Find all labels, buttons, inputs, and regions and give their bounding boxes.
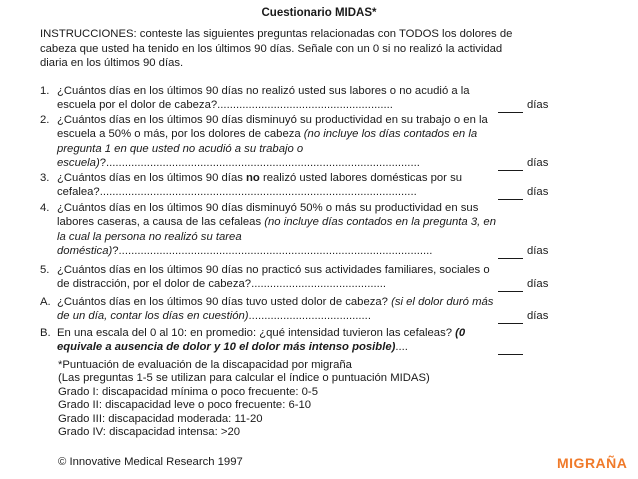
question-number: B. xyxy=(40,327,51,339)
unit-label: días xyxy=(527,310,549,322)
question-text xyxy=(57,171,501,200)
instructions: INSTRUCCIONES: conteste las siguientes preguntas relacionadas con TODOS los dolores de cabeza que usted ha tenido en los últimos 90 días. Señale con un 0 si no realizó la actividad diaria en los últimos 90 días. xyxy=(40,28,513,69)
answer-blank[interactable] xyxy=(498,158,523,171)
note-line: (Las preguntas 1-5 se utilizan para calcular el índice o puntuación MIDAS) xyxy=(58,372,430,385)
leader-dots: ........................................................ xyxy=(217,99,393,112)
answer-blank[interactable] xyxy=(498,342,523,355)
question-text-main: ¿Cuántos días en los últimos 90 días tuvo usted dolor de cabeza? xyxy=(57,296,392,308)
question-text-main: ¿Cuántos días en los últimos 90 días no practicó sus actividades familiares, sociales o de distracción, por el dolor de cabeza? xyxy=(57,264,490,291)
answer-blank[interactable] xyxy=(498,187,523,200)
copyright: © Innovative Medical Research 1997 xyxy=(58,456,243,468)
note-line: Grado IV: discapacidad intensa: >20 xyxy=(58,426,241,439)
question-text xyxy=(57,113,501,171)
question-text-note: (no incluye los días contados en la pregunta 1 en que usted no acudió a su trabajo o escuela) xyxy=(57,128,478,170)
question-text-note: (no incluye días contados en la pregunta 3, en la cual la persona no realizó su tarea doméstica) xyxy=(57,216,496,258)
question-text-bold: no xyxy=(246,172,260,184)
question-text-main: ¿Cuántos días en los últimos 90 días disminuyó su productividad en su trabajo o en la escuela a 50% o más, por los dolores de cabeza xyxy=(57,114,488,141)
question-number: 3. xyxy=(40,172,50,184)
question-text-note: (0 equivale a ausencia de dolor y 10 el dolor más intenso posible) xyxy=(57,327,466,354)
leader-dots: .................................................................................................... xyxy=(118,245,433,258)
scoring-notes xyxy=(58,359,498,439)
question-text-main: ¿Cuántos días en los últimos 90 días xyxy=(57,172,247,184)
answer-blank[interactable] xyxy=(498,100,523,113)
question-text xyxy=(57,326,501,355)
question-text xyxy=(57,201,501,259)
leader-dots: ..................................................................................................... xyxy=(99,186,417,199)
page-title: Cuestionario MIDAS* xyxy=(261,7,377,19)
leader-dots: .... xyxy=(395,341,408,354)
question-text-end: ? xyxy=(99,157,106,170)
question-text xyxy=(57,84,501,113)
question-text-main: ¿Cuántos días en los últimos 90 días no realizó usted sus labores o no acudió a la escuela por el dolor de cabeza? xyxy=(57,85,470,112)
leader-dots: .................................................................................................... xyxy=(106,157,420,170)
note-line: Grado III: discapacidad moderada: 11-20 xyxy=(58,412,263,425)
unit-label: días xyxy=(527,157,549,169)
unit-label: días xyxy=(527,186,549,198)
brand-label: MIGRAÑA xyxy=(557,455,628,471)
note-line: *Puntuación de evaluación de la discapacidad por migraña xyxy=(58,359,352,371)
answer-blank[interactable] xyxy=(498,279,523,292)
note-line: Grado II: discapacidad leve o poco frecuente: 6-10 xyxy=(58,399,312,412)
question-text-end: ? xyxy=(112,245,119,258)
question-number: A. xyxy=(40,296,51,308)
answer-blank[interactable] xyxy=(498,311,523,324)
question-text-main: En una escala del 0 al 10: en promedio: ¿qué intensidad tuvieron las cefaleas? xyxy=(57,327,456,339)
note-line: Grado I: discapacidad mínima o poco frecuente: 0-5 xyxy=(58,385,318,398)
question-number: 1. xyxy=(40,85,50,97)
unit-label: días xyxy=(527,245,549,257)
question-number: 4. xyxy=(40,202,50,214)
unit-label: días xyxy=(527,278,549,290)
question-text-note: (si el dolor duró más de un día, contar los días en cuestión) xyxy=(57,296,494,323)
leader-dots: ........................................... xyxy=(251,278,387,291)
question-text xyxy=(57,263,501,292)
leader-dots: ....................................... xyxy=(248,310,371,323)
question-text-main: ¿Cuántos días en los últimos 90 días disminuyó 50% o más su productividad en sus labores caseras, a causa de las cefaleas xyxy=(57,202,479,229)
unit-label: días xyxy=(527,99,549,111)
question-text-end: realizó usted labores domésticas por su cefalea? xyxy=(57,172,463,199)
question-number: 2. xyxy=(40,114,50,126)
question-number: 5. xyxy=(40,264,50,276)
answer-blank[interactable] xyxy=(498,246,523,259)
question-text xyxy=(57,295,501,324)
